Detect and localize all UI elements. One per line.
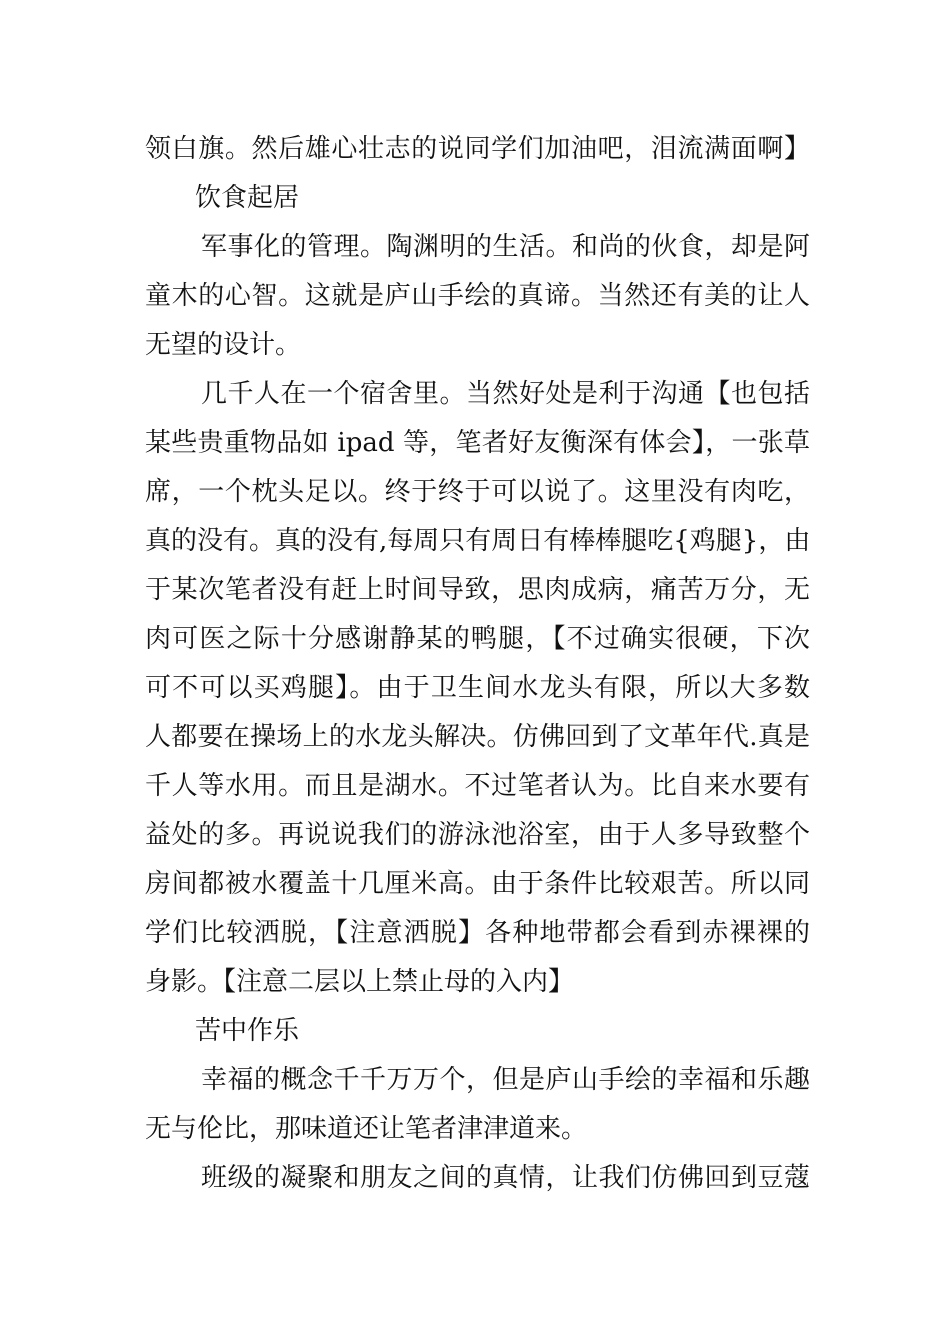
- paragraph-first-line: 军事化的管理。陶渊明的生活。和尚的伙食，却是阿: [201, 232, 810, 262]
- paragraph-first-line: 几千人在一个宿舍里。当然好处是利于沟通【也包括: [201, 379, 810, 409]
- text-line: 房间都被水覆盖十几厘米高。由于条件比较艰苦。所以同: [145, 869, 810, 899]
- section-heading: 饮食起居: [195, 183, 300, 213]
- text-line: 童木的心智。这就是庐山手绘的真谛。当然还有美的让人: [145, 281, 810, 311]
- text-line: 千人等水用。而且是湖水。不过笔者认为。比自来水要有: [145, 771, 810, 801]
- article-body: [145, 125, 810, 1203]
- text-line: 肉可医之际十分感谢静某的鸭腿，【不过确实很硬，下次: [145, 624, 810, 654]
- text-line: 领白旗。然后雄心壮志的说同学们加油吧，泪流满面啊】: [145, 134, 810, 164]
- text-line: 可不可以买鸡腿】。由于卫生间水龙头有限，所以大多数: [145, 673, 810, 703]
- text-line: 益处的多。再说说我们的游泳池浴室，由于人多导致整个: [145, 820, 810, 850]
- text-line: 身影。【注意二层以上禁止母的入内】: [145, 967, 575, 997]
- text-line: 某些贵重物品如 ipad 等，笔者好友衡深有体会】，一张草: [145, 428, 810, 458]
- text-line: 学们比较洒脱，【注意洒脱】各种地带都会看到赤裸裸的: [145, 918, 810, 948]
- paragraph-first-line: 幸福的概念千千万万个，但是庐山手绘的幸福和乐趣: [201, 1065, 810, 1095]
- paragraph-first-line: 班级的凝聚和朋友之间的真情，让我们仿佛回到豆蔻: [201, 1163, 810, 1193]
- text-line: 于某次笔者没有赶上时间导致，思肉成病，痛苦万分，无: [145, 575, 810, 605]
- section-heading: 苦中作乐: [195, 1016, 300, 1046]
- text-line: 无与伦比，那味道还让笔者津津道来。: [145, 1114, 588, 1144]
- text-line: 真的没有。真的没有,每周只有周日有棒棒腿吃{鸡腿}，由: [145, 526, 811, 556]
- text-line: 人都要在操场上的水龙头解决。仿佛回到了文革年代.真是: [145, 722, 810, 752]
- text-line: 席，一个枕头足以。终于终于可以说了。这里没有肉吃，: [145, 477, 810, 507]
- text-line: 无望的设计。: [145, 330, 302, 360]
